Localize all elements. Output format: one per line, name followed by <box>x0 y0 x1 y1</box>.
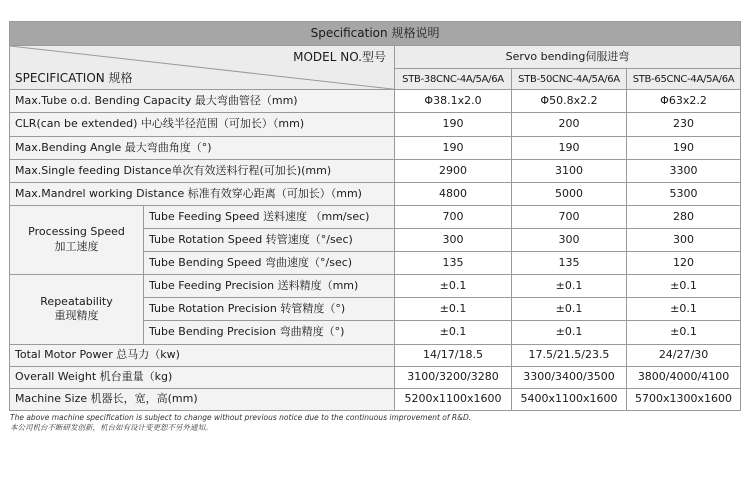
row-label: Tube Bending Speed 弯曲速度（°/sec) <box>144 252 395 275</box>
cell-value: ±0.1 <box>627 321 741 344</box>
cell-value: 3800/4000/4100 <box>627 366 741 388</box>
cell-value: 190 <box>512 136 627 159</box>
series-header: Servo bending伺服进弯 <box>395 46 741 69</box>
row-label: Tube Feeding Speed 送料速度 （mm/sec) <box>144 205 395 228</box>
cell-value: 700 <box>395 205 512 228</box>
cell-value: 190 <box>395 136 512 159</box>
cell-value: ±0.1 <box>627 275 741 298</box>
group-label-cn: 加工速度 <box>54 240 99 254</box>
row-label: Tube Rotation Speed 转管速度（°/sec) <box>144 228 395 251</box>
group-label-cn: 重现精度 <box>54 309 99 323</box>
group-processing-speed <box>10 205 144 274</box>
cell-value: Φ50.8x2.2 <box>512 90 627 113</box>
footnote-en: The above machine specification is subject to change without previous notice due to the continuous improvement of R&D. <box>10 413 472 422</box>
cell-value: ±0.1 <box>395 298 512 321</box>
cell-value: 135 <box>512 252 627 275</box>
cell-value: 190 <box>627 136 741 159</box>
table-row <box>10 113 741 136</box>
cell-value: 3300/3400/3500 <box>512 366 627 388</box>
cell-value: 17.5/21.5/23.5 <box>512 344 627 366</box>
cell-value: 2900 <box>395 159 512 182</box>
table-row <box>10 182 741 205</box>
row-label: Max.Tube o.d. Bending Capacity 最大弯曲管径（mm) <box>10 90 395 113</box>
cell-value: 5200x1100x1600 <box>395 388 512 410</box>
row-label: Max.Mandrel working Distance 标准有效穿心距离（可加长）（mm) <box>10 182 395 205</box>
specification-label: SPECIFICATION 规格 <box>15 71 133 86</box>
cell-value: 300 <box>395 228 512 251</box>
row-label: Max.Single feeding Distance单次有效送料行程(可加长)(mm) <box>10 159 395 182</box>
cell-value: 24/27/30 <box>627 344 741 366</box>
row-label: Machine Size 机器长，宽，高(mm) <box>10 388 395 410</box>
cell-value: 230 <box>627 113 741 136</box>
cell-value: 5400x1100x1600 <box>512 388 627 410</box>
cell-value: Φ63x2.2 <box>627 90 741 113</box>
table-row <box>10 388 741 410</box>
cell-value: 4800 <box>395 182 512 205</box>
table-row <box>10 136 741 159</box>
cell-value: 280 <box>627 205 741 228</box>
cell-value: ±0.1 <box>395 321 512 344</box>
cell-value: 5300 <box>627 182 741 205</box>
cell-value: ±0.1 <box>395 275 512 298</box>
table-title: Specification 规格说明 <box>10 22 741 46</box>
cell-value: 135 <box>395 252 512 275</box>
model-header: STB-38CNC-4A/5A/6A <box>395 69 512 90</box>
row-label: Tube Rotation Precision 转管精度（°) <box>144 298 395 321</box>
cell-value: 3100/3200/3280 <box>395 366 512 388</box>
footnote-cn: 本公司机台不断研发创新，机台如有设计变更恕不另外通知。 <box>10 422 213 432</box>
row-label: Overall Weight 机台重量（kg) <box>10 366 395 388</box>
row-label: Max.Bending Angle 最大弯曲角度（°) <box>10 136 395 159</box>
table-row <box>10 90 741 113</box>
table-row <box>10 205 741 228</box>
cell-value: 3100 <box>512 159 627 182</box>
header-diagonal-cell <box>10 46 395 90</box>
cell-value: 5700x1300x1600 <box>627 388 741 410</box>
table-row <box>10 159 741 182</box>
cell-value: 120 <box>627 252 741 275</box>
row-label: Total Motor Power 总马力（kw) <box>10 344 395 366</box>
cell-value: 700 <box>512 205 627 228</box>
group-label-en: Processing Speed <box>28 225 125 239</box>
spec-table <box>9 21 741 411</box>
cell-value: 190 <box>395 113 512 136</box>
cell-value: Φ38.1x2.0 <box>395 90 512 113</box>
model-no-label: MODEL NO.型号 <box>293 50 386 65</box>
cell-value: 5000 <box>512 182 627 205</box>
cell-value: ±0.1 <box>512 298 627 321</box>
row-label: Tube Bending Precision 弯曲精度（°) <box>144 321 395 344</box>
cell-value: ±0.1 <box>512 321 627 344</box>
model-header: STB-65CNC-4A/5A/6A <box>627 69 741 90</box>
group-repeatability <box>10 275 144 344</box>
cell-value: 300 <box>627 228 741 251</box>
cell-value: 14/17/18.5 <box>395 344 512 366</box>
cell-value: 200 <box>512 113 627 136</box>
cell-value: ±0.1 <box>512 275 627 298</box>
row-label: CLR(can be extended) 中心线半径范围（可加长）（mm) <box>10 113 395 136</box>
cell-value: ±0.1 <box>627 298 741 321</box>
model-header: STB-50CNC-4A/5A/6A <box>512 69 627 90</box>
table-row <box>10 275 741 298</box>
cell-value: 3300 <box>627 159 741 182</box>
table-row <box>10 344 741 366</box>
cell-value: 300 <box>512 228 627 251</box>
footnote <box>10 413 740 433</box>
group-label-en: Repeatability <box>40 294 113 308</box>
row-label: Tube Feeding Precision 送料精度（mm) <box>144 275 395 298</box>
table-row <box>10 366 741 388</box>
